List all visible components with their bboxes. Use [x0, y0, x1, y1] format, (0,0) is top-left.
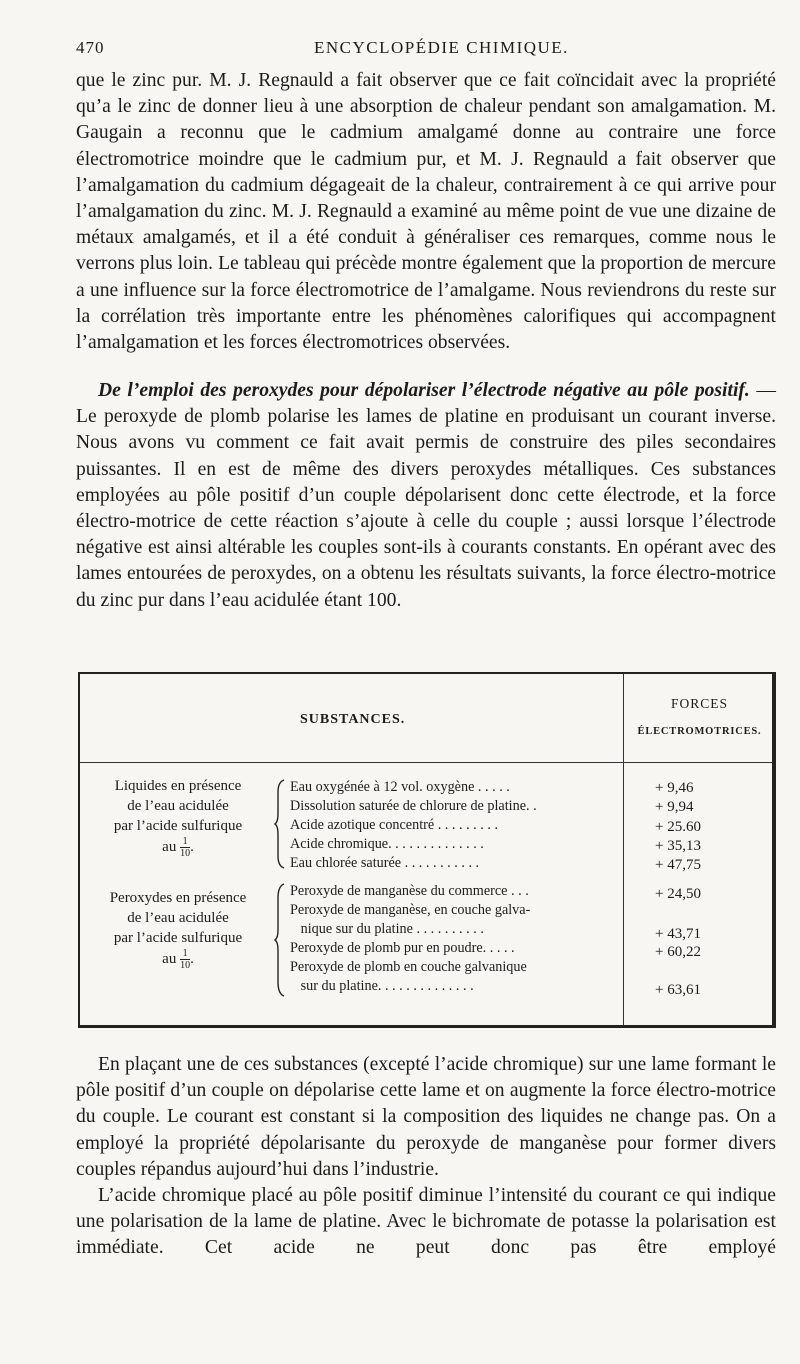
group-2-items: [290, 882, 620, 996]
force-value: + 63,61: [655, 982, 701, 998]
force-value: + 35,13: [655, 838, 701, 854]
group-2-fraction-line: au $\frac{1}{10}$ .: [162, 948, 194, 971]
paragraph-3a-text: En plaçant une de ces substances (excepté l’acide chromique) sur une lame formant le pôle positif d’un couple on dépolarise cette lame et on augmente la force électro-motrice du couple. Le courant est constant si la composition des liquides ne change pas. On a employé la propriété dépolarisante du peroxyde de manganèse pour former divers couples répandus aujourd’hui dans l’industrie.: [76, 1054, 776, 1180]
header-electromotrices: ÉLECTROMOTRICES.: [637, 726, 762, 737]
group-1-items: [290, 778, 620, 873]
fraction-denominator: 10: [180, 848, 191, 859]
force-value: + 47,75: [655, 857, 701, 873]
page-number: 470: [76, 38, 105, 57]
paragraph-3: [76, 1052, 776, 1262]
group-1-label-line: Liquides en présence: [114, 778, 242, 794]
group-1-fraction-line: au $\frac{1}{10}$ .: [162, 836, 194, 859]
paragraph-3b-text: L’acide chromique placé au pôle positif diminue l’intensité du courant ce qui indique une polarisation de la lame de platine. Avec le bichromate de potasse la polarisation est immédiate. Cet acide ne peut donc pas être employé: [76, 1185, 776, 1259]
force-value: + 24,50: [655, 886, 701, 902]
substance-item: Peroxyde de plomb pur en poudre. . . . .: [290, 940, 515, 956]
au-text: au: [162, 950, 177, 967]
paragraph-2-text: [76, 378, 776, 614]
paragraph-2: [76, 378, 776, 614]
fraction-one-tenth: [180, 948, 190, 971]
force-value: + 9,94: [655, 799, 694, 815]
brace-group-1: [274, 778, 288, 870]
fraction-denominator: 10: [180, 960, 191, 971]
group-1-label: [88, 776, 268, 859]
force-value: + 43,71: [655, 926, 701, 942]
substance-item: Dissolution saturée de chlorure de platine. .: [290, 798, 537, 814]
header-substances: SUBSTANCES.: [300, 712, 406, 727]
substance-item: Peroxyde de plomb en couche galvanique: [290, 959, 527, 975]
running-header: [76, 38, 776, 64]
electromotive-force-table: [78, 672, 776, 1028]
brace-group-2: [274, 882, 288, 998]
substance-item: nique sur du platine . . . . . . . . . .: [290, 921, 484, 937]
group-1-label-line: par l’acide sulfurique: [113, 818, 243, 834]
paragraph-2-body: — Le peroxyde de plomb polarise les lames de platine en produisant un courant inverse. Nous avons vu comment ce fait avait permis de construire des piles secondaires puissantes. Il en est de même des divers peroxydes métalliques. Ces substances employées au pôle positif d’un couple dépolarisent donc cette électrode, et la force électro-motrice de cette réaction s’ajoute à celle du couple ; aussi lorsque l’électrode négative est ainsi altérable les couples sont-ils à courants constants. En opérant avec des lames entourées de peroxydes, on a obtenu les résultats suivants, la force électro-motrice du zinc pur dans l’eau acidulée étant 100.: [76, 380, 776, 611]
substance-item: Peroxyde de manganèse du commerce . . .: [290, 883, 529, 899]
fraction-numerator: 1: [180, 948, 190, 960]
running-title: ENCYCLOPÉDIE CHIMIQUE.: [314, 38, 569, 57]
substance-item: Acide azotique concentré . . . . . . . . .: [290, 817, 499, 833]
force-value: + 9,46: [655, 780, 694, 796]
substance-item: sur du platine. . . . . . . . . . . . . .: [290, 978, 474, 994]
substance-item: Acide chromique. . . . . . . . . . . . . .: [290, 836, 484, 852]
header-forces: FORCES: [670, 696, 729, 711]
substance-item: Peroxyde de manganèse, en couche galva-: [290, 902, 531, 918]
paragraph-1-text: que le zinc pur. M. J. Regnauld a fait observer que ce fait coïncidait avec la propriété qu’a le zinc de donner lieu à une absorption de chaleur pendant son amalgamation. M. Gaugain a reconnu que le cadmium amalgamé donne au contraire une force électromotrice moindre que le cadmium pur, et M. J. Regnauld a fait observer que l’amalgamation du cadmium dégageait de la chaleur, contrairement à ce qui arrive pour l’amalgamation du zinc. M. J. Regnauld a examiné au même point de vue une dizaine de métaux amalgamés, et il a été conduit à généraliser ces remarques, comme nous le verrons plus loin. Le tableau qui précède montre également que la proportion de mercure a une influence sur la force électromotrice de l’amalgame. Nous reviendrons du reste sur la corrélation très importante entre les phénomènes calorifiques qui accompagnent l’amalgamation et les forces électromotrices observées.: [76, 70, 776, 354]
substance-item: Eau oxygénée à 12 vol. oxygène . . . . .: [290, 779, 510, 795]
section-heading: De l’emploi des peroxydes pour dépolariser l’électrode négative au pôle positif.: [98, 380, 750, 401]
group-2-label-line: par l’acide sulfurique: [113, 930, 243, 946]
table-header-divider: [80, 762, 772, 763]
substance-item: Eau chlorée saturée . . . . . . . . . . .: [290, 855, 480, 871]
au-text: au: [162, 838, 177, 855]
group-2-label-line: Peroxydes en présence: [109, 890, 247, 906]
fraction-numerator: 1: [180, 836, 190, 848]
paragraph-1: [76, 68, 776, 356]
force-value: + 60,22: [655, 944, 701, 960]
fraction-one-tenth: [180, 836, 190, 859]
force-value: + 25.60: [655, 819, 701, 835]
group-1-label-line: de l’eau acidulée: [127, 798, 229, 814]
group-2-label-line: de l’eau acidulée: [127, 910, 229, 926]
group-2-label: [88, 888, 268, 971]
